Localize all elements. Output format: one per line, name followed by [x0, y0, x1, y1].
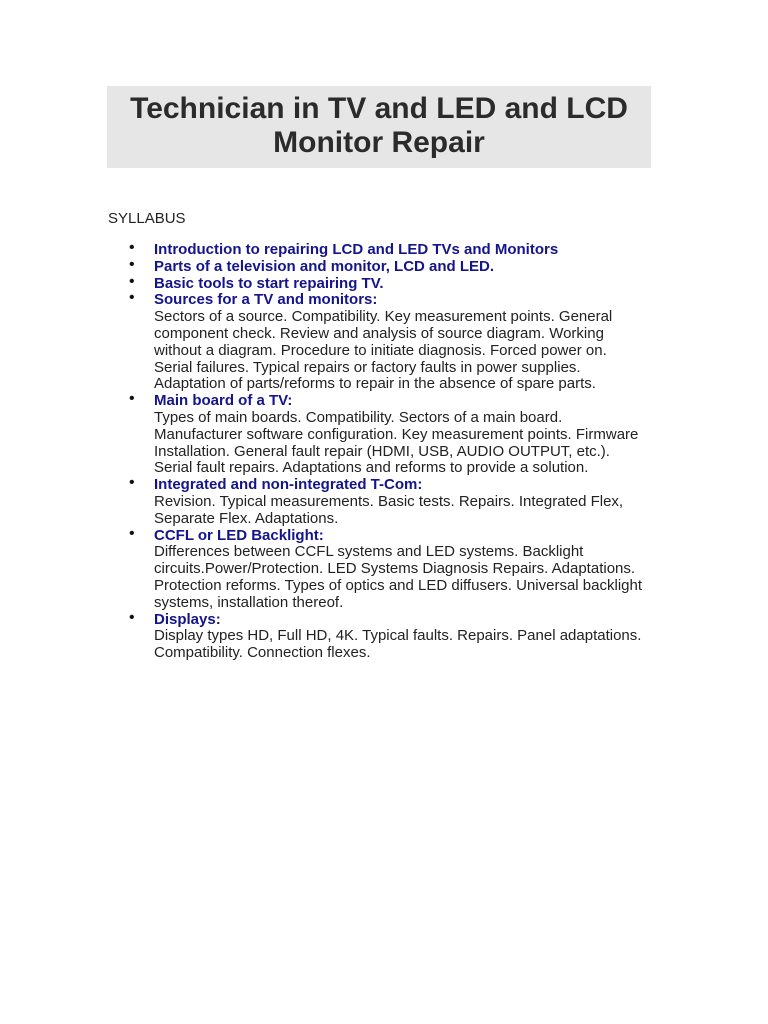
list-item-description: Revision. Typical measurements. Basic tests. Repairs. Integrated Flex, Separate Flex. Adaptations.: [154, 492, 624, 527]
bullet-icon: •: [129, 255, 135, 273]
list-item-description: Sectors of a source. Compatibility. Key measurement points. General component check. Review and analysis of source diagram. Working without a diagram. Procedure to initiate diagnosis. Forced power on. Serial failures. Typical repairs or factory faults in power supplies. Adaptation of parts/reforms to repair in the absence of spare parts.: [154, 308, 613, 393]
bullet-icon: •: [129, 608, 135, 626]
section-heading: SYLLABUS: [108, 210, 186, 227]
bullet-icon: •: [129, 474, 135, 492]
list-item: [129, 239, 714, 259]
bullet-icon: •: [129, 524, 135, 542]
list-item-title: Sources for a TV and monitors:: [154, 291, 378, 309]
bullet-icon: •: [129, 289, 135, 307]
list-item-title: Integrated and non-integrated T-Com:: [154, 476, 423, 494]
list-item: [129, 272, 714, 293]
list-item-title: Main board of a TV:: [154, 392, 293, 410]
page-title: Technician in TV and LED and LCD Monitor Repair: [130, 92, 628, 159]
list-item-description: Types of main boards. Compatibility. Sectors of a main board. Manufacturer software configuration. Key measurement points. Firmware Installation. General fault repair (HDMI, USB, AUDIO OUTPUT, etc.). Serial fault repairs. Adaptations and reforms to provide a solution.: [154, 408, 639, 477]
bullet-icon: •: [129, 272, 135, 290]
list-item-title: Parts of a television and monitor, LCD and LED.: [154, 257, 495, 275]
list-item: [129, 608, 714, 662]
list-item: [129, 390, 714, 477]
syllabus-list: [108, 239, 714, 662]
list-item-description: Display types HD, Full HD, 4K. Typical faults. Repairs. Panel adaptations. Compatibility. Connection flexes.: [154, 627, 642, 662]
list-item: [129, 524, 714, 612]
bullet-icon: •: [129, 239, 135, 256]
list-item-title: Displays:: [154, 610, 221, 628]
list-item-title: Introduction to repairing LCD and LED TVs and Monitors: [154, 241, 559, 258]
list-item: [129, 255, 714, 276]
list-item: [129, 474, 714, 527]
list-item: [129, 289, 714, 393]
title-banner: [107, 86, 651, 168]
list-item-title: Basic tools to start repairing TV.: [154, 274, 384, 292]
bullet-icon: •: [129, 390, 135, 408]
list-item-description: Differences between CCFL systems and LED systems. Backlight circuits.Power/Protection. LED Systems Diagnosis Repairs. Adaptations. Protection reforms. Types of optics and LED diffusers. Universal backlight systems, installation thereof.: [154, 543, 643, 611]
list-item-title: CCFL or LED Backlight:: [154, 526, 324, 544]
